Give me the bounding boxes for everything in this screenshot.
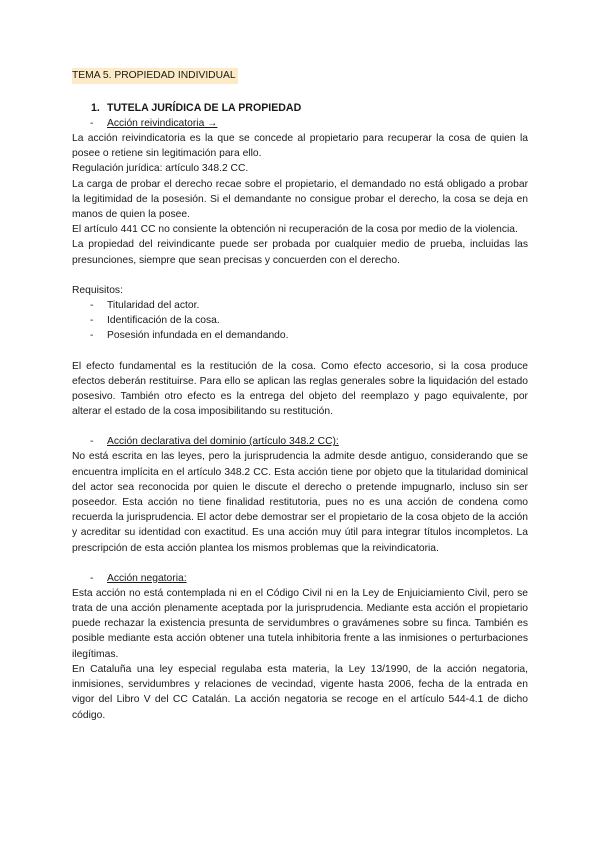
section-heading (91, 101, 528, 116)
bullet-dash: - (90, 436, 94, 448)
paragraph: Regulación jurídica: artículo 348.2 CC. (72, 163, 249, 175)
requisitos-list (72, 298, 528, 344)
paragraph: El efecto fundamental es la restitución de la cosa. Como efecto accesorio, si la cosa produce efectos deberán restituirse. Para ello se aplican las reglas generales sobre la liquidación del estado posesivo. También otro efecto es la entrega del objeto del reemplazo y pago equivalente, por alterar el estado de la cosa imposibilitando su restitución. (72, 360, 528, 418)
section-heading-text: TUTELA JURÍDICA DE LA PROPIEDAD (107, 102, 302, 114)
subsection-label: Acción declarativa del dominio (artículo 348.2 CC): (107, 436, 339, 448)
paragraph: La carga de probar el derecho recae sobre el propietario, el demandado no está obligado a probar la legitimidad de la posesión. Si el demandante no consigue probar el derecho, la cosa se deja en manos de quien la posee. (72, 178, 528, 221)
subsection-declarativa (90, 434, 528, 449)
list-item: - Titularidad del actor. (90, 298, 528, 313)
requisitos-label: Requisitos: (72, 284, 123, 296)
paragraph: La acción reivindicatoria es la que se concede al propietario para recuperar la cosa de quien la posee o retiene sin legitimación para ello. (72, 133, 528, 160)
subsection-label: Acción negatoria: (107, 572, 187, 584)
bullet-dash: - (90, 330, 94, 342)
paragraph: En Cataluña una ley especial regulaba esta materia, la Ley 13/1990, de la acción negatoria, inmisiones, servidumbres y relaciones de vecindad, vigente hasta 2006, fecha de la entrada en vigor del Libro V del CC Catalán. La acción negatoria se recoge en el artículo 544-4.1 de dicho código. (72, 663, 528, 721)
subsection-label: Acción reivindicatoria → (107, 118, 218, 129)
paragraph: Esta acción no está contemplada ni en el Código Civil ni en la Ley de Enjuiciamiento Civil, pero se trata de una acción plenamente aceptada por la jurisprudencia. Mediante esta acción el propietario puede rechazar la existencia presunta de servidumbres o gravámenes sobre su finca. También es posible mediante esta acción obtener una tutela inhibitoria frente a las inmisiones o perturbaciones ilegítimas. (72, 587, 528, 660)
subsection-negatoria (90, 571, 528, 586)
document-content (72, 68, 528, 723)
bullet-dash: - (90, 315, 94, 327)
bullet-dash: - (90, 300, 94, 312)
page-title: TEMA 5. PROPIEDAD INDIVIDUAL (72, 68, 238, 84)
section-number: 1. (91, 102, 100, 114)
list-item: - Identificación de la cosa. (90, 313, 528, 328)
paragraph: El artículo 441 CC no consiente la obtención ni recuperación de la cosa por medio de la violencia. (72, 224, 518, 236)
bullet-dash: - (90, 572, 94, 584)
bullet-dash: - (90, 118, 94, 129)
list-item: - Posesión infundada en el demandando. (90, 328, 528, 343)
paragraph: No está escrita en las leyes, pero la jurisprudencia la admite desde antiguo, considerando que se encuentra implícita en el artículo 348.2 CC. Esta acción tiene por objeto que la titularidad dominical del actor sea reconocida por quien le discute el derecho o pretende impugnarlo, incluso sin ser poseedor. Esta acción no tiene finalidad restitutoria, pues no es una acción de condena como recuerda la jurisprudencia. El actor debe demostrar ser el propietario de la cosa objeto de la acción y acreditar su identidad con exactitud. Es una acción muy útil para integrar títulos incompletos. La prescripción de esta acción plantea los mismos problemas que la reivindicatoria. (72, 451, 528, 554)
subsection-reivindicatoria (90, 116, 528, 131)
paragraph: La propiedad del reivindicante puede ser probada por cualquier medio de prueba, incluidas las presunciones, siempre que sean precisas y concuerden con el derecho. (72, 239, 528, 266)
